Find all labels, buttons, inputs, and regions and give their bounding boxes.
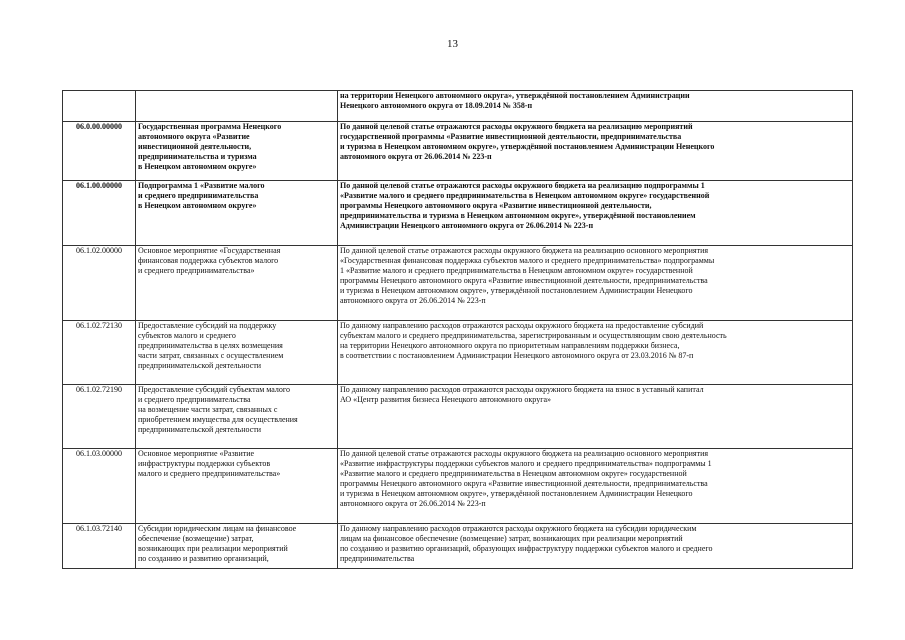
- target-article-code: 06.0.00.00000: [63, 122, 136, 181]
- table-row: [63, 181, 853, 246]
- target-article-name: Предоставление субсидий на поддержку субъектов малого и среднего предпринимательства в целях возмещения части затрат, связанных с осуществлением предпринимательской деятельности: [136, 321, 338, 385]
- table-row: [63, 91, 853, 122]
- target-article-code: 06.1.02.72190: [63, 385, 136, 449]
- target-article-code: 06.1.03.72140: [63, 524, 136, 569]
- budget-classification-table: [62, 90, 853, 569]
- target-article-description: По данной целевой статье отражаются расходы окружного бюджета на реализацию мероприятий государственной программы «Развитие инвестиционной деятельности, предпринимательства и туризма в Ненецком автономном округе», утверждённой постановлением Администрации Ненецкого автономного округа от 26.06.2014 № 223-п: [338, 122, 853, 181]
- table-row: [63, 385, 853, 449]
- target-article-name: Основное мероприятие «Развитие инфраструктуры поддержки субъектов малого и среднего предпринимательства»: [136, 449, 338, 524]
- table-row: [63, 246, 853, 321]
- target-article-description: По данному направлению расходов отражаются расходы окружного бюджета на субсидии юридическим лицам на финансовое обеспечение (возмещение) затрат, возникающих при реализации мероприятий по созданию и развитию организаций, образующих инфраструктуру поддержки субъектов малого и среднего предпринимательства: [338, 524, 853, 569]
- target-article-description: на территории Ненецкого автономного округа», утверждённой постановлением Администрации Ненецкого автономного округа от 18.09.2014 № 358-п: [338, 91, 853, 122]
- target-article-description: По данной целевой статье отражаются расходы окружного бюджета на реализацию подпрограммы 1 «Развитие малого и среднего предпринимательства в Ненецком автономном округе» государственной программы Ненецкого автономного округа «Развитие инвестиционной деятельности, предпринимательства и туризма в Ненецком автономном округе», утверждённой постановлением Администрации Ненецкого автономного округа от 26.06.2014 № 223-п: [338, 181, 853, 246]
- target-article-description: По данному направлению расходов отражаются расходы окружного бюджета на взнос в уставный капитал АО «Центр развития бизнеса Ненецкого автономного округа»: [338, 385, 853, 449]
- target-article-code: 06.1.02.00000: [63, 246, 136, 321]
- target-article-code: [63, 91, 136, 122]
- target-article-code: 06.1.02.72130: [63, 321, 136, 385]
- target-article-name: Субсидии юридическим лицам на финансовое обеспечение (возмещение) затрат, возникающих при реализации мероприятий по созданию и развитию организаций,: [136, 524, 338, 569]
- target-article-description: По данной целевой статье отражаются расходы окружного бюджета на реализацию основного мероприятия «Государственная финансовая поддержка субъектов малого и среднего предпринимательства» подпрограммы 1 «Развитие малого и среднего предпринимательства в Ненецком автономном округе» государственной программы Ненецкого автономного округа «Развитие инвестиционной деятельности, предпринимательства и туризма в Ненецком автономном округе», утверждённой постановлением Администрации Ненецкого автономного округа от 26.06.2014 № 223-п: [338, 246, 853, 321]
- target-article-description: По данному направлению расходов отражаются расходы окружного бюджета на предоставление субсидий субъектам малого и среднего предпринимательства, зарегистрированным и осуществляющим свою деятельность на территории Ненецкого автономного округа по приоритетным направлениям поддержки бизнеса, в соответствии с постановлением Администрации Ненецкого автономного округа от 23.03.2016 № 87-п: [338, 321, 853, 385]
- target-article-name: Подпрограмма 1 «Развитие малого и среднего предпринимательства в Ненецком автономном округе»: [136, 181, 338, 246]
- table-row: [63, 122, 853, 181]
- target-article-name: Государственная программа Ненецкого автономного округа «Развитие инвестиционной деятельности, предпринимательства и туризма в Ненецком автономном округе»: [136, 122, 338, 181]
- table-row: [63, 524, 853, 569]
- table-row: [63, 449, 853, 524]
- target-article-description: По данной целевой статье отражаются расходы окружного бюджета на реализацию основного мероприятия «Развитие инфраструктуры поддержки субъектов малого и среднего предпринимательства» подпрограммы 1 «Развитие малого и среднего предпринимательства в Ненецком автономном округе» государственной программы Ненецкого автономного округа «Развитие инвестиционной деятельности, предпринимательства и туризма в Ненецком автономном округе», утверждённой постановлением Администрации Ненецкого автономного округа от 26.06.2014 № 223-п: [338, 449, 853, 524]
- target-article-code: 06.1.00.00000: [63, 181, 136, 246]
- target-article-name: [136, 91, 338, 122]
- table-row: [63, 321, 853, 385]
- target-article-name: Предоставление субсидий субъектам малого и среднего предпринимательства на возмещение части затрат, связанных с приобретением имущества для осуществления предпринимательской деятельности: [136, 385, 338, 449]
- target-article-code: 06.1.03.00000: [63, 449, 136, 524]
- target-article-name: Основное мероприятие «Государственная финансовая поддержка субъектов малого и среднего предпринимательства»: [136, 246, 338, 321]
- page-number: 13: [447, 38, 458, 50]
